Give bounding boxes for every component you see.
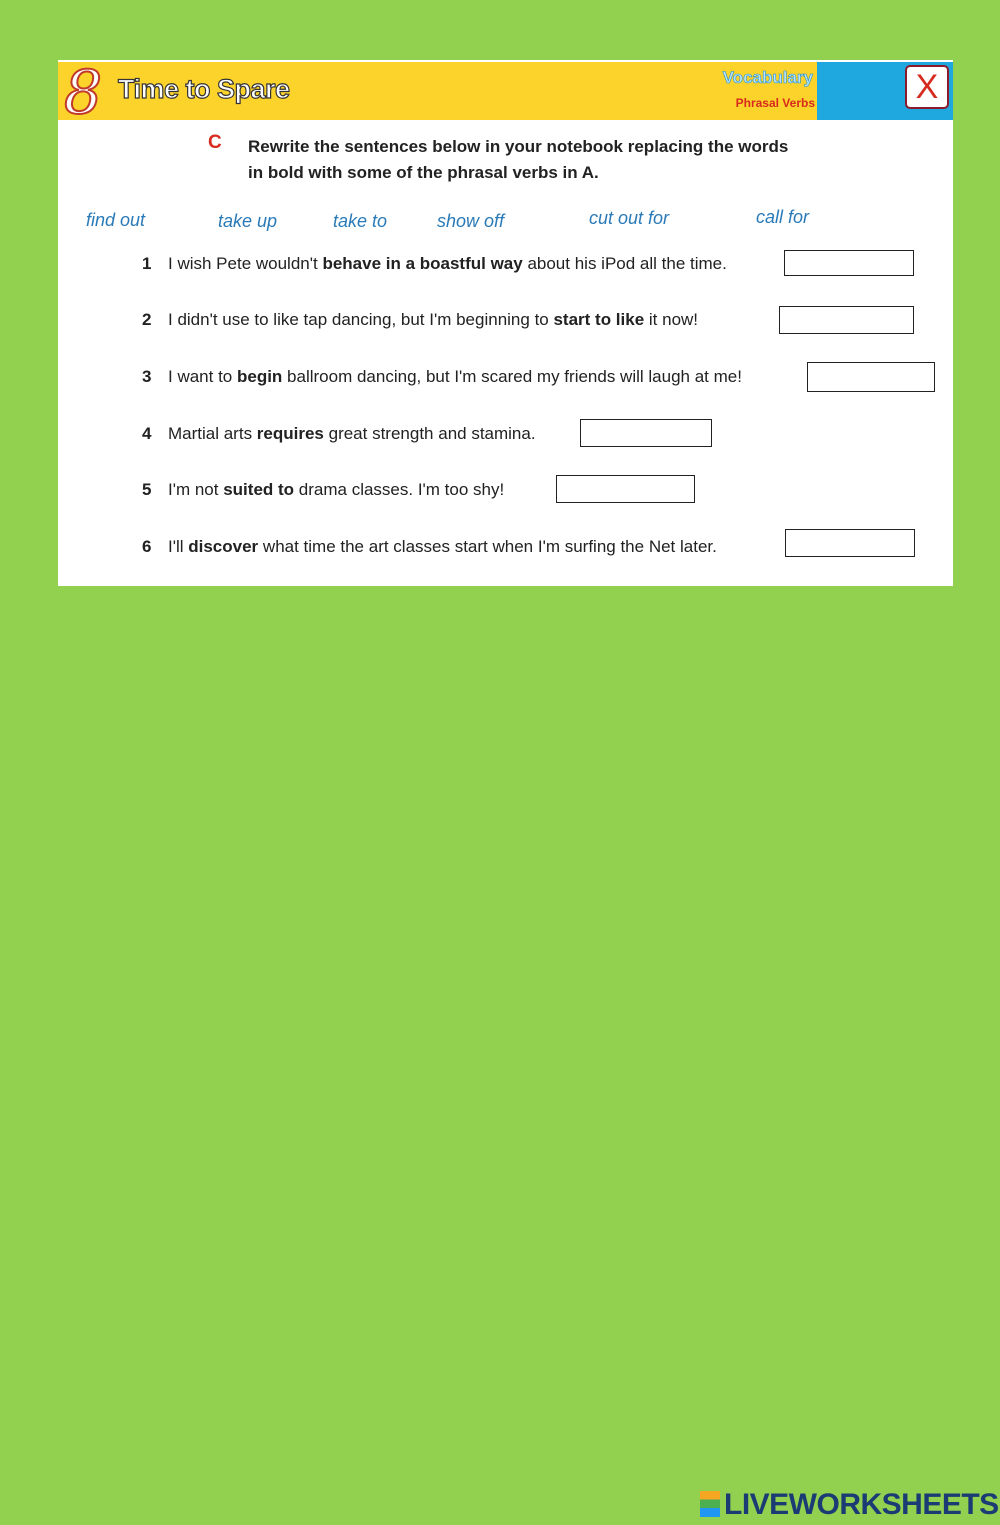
bold-phrase: behave in a boastful way: [322, 254, 523, 273]
sentence-text: I'll: [168, 537, 189, 556]
exercise-letter: C: [208, 132, 222, 153]
answer-input[interactable]: [779, 306, 914, 334]
sentence-text: ballroom dancing, but I'm scared my friends will laugh at me!: [282, 367, 742, 386]
sentence-text: it now!: [644, 310, 699, 329]
worksheet: [58, 60, 953, 586]
section-label: Vocabulary: [722, 68, 813, 87]
close-button[interactable]: X: [905, 65, 949, 109]
bold-phrase: suited to: [223, 480, 295, 499]
sentence-number: 3: [142, 367, 152, 386]
subsection-label: Phrasal Verbs: [735, 96, 815, 110]
answer-input[interactable]: [807, 362, 935, 392]
verb-option: find out: [86, 210, 146, 230]
verb-option: cut out for: [589, 208, 670, 228]
sentence-text: Martial arts: [168, 424, 257, 443]
verb-option: call for: [756, 207, 810, 227]
answer-input[interactable]: [785, 529, 915, 557]
answer-input[interactable]: [580, 419, 712, 447]
bold-phrase: begin: [236, 367, 283, 386]
bold-phrase: discover: [188, 537, 259, 556]
answer-input[interactable]: [784, 250, 914, 276]
sentence-row: [142, 424, 536, 444]
sentence-number: 2: [142, 310, 152, 329]
sentence-number: 1: [142, 254, 152, 273]
sentence-text: great strength and stamina.: [323, 424, 536, 443]
sentence-text: I wish Pete wouldn't: [168, 254, 323, 273]
verb-option: take to: [333, 211, 388, 231]
bold-phrase: start to like: [553, 310, 645, 329]
verb-option: show off: [437, 211, 505, 231]
bold-phrase: requires: [256, 424, 324, 443]
sentence-text: I didn't use to like tap dancing, but I'm beginning to: [168, 310, 554, 329]
instruction: Rewrite the sentences below in your notebook replacing the words in bold with some of the phrasal verbs in A.: [248, 137, 789, 182]
sentence-text: I want to: [168, 367, 237, 386]
unit-number: 8: [64, 58, 103, 128]
sentence-row: [142, 367, 742, 387]
logo-icon: [700, 1491, 720, 1517]
sentence-row: [142, 310, 698, 330]
sentence-text: what time the art classes start when I'm surfing the Net later.: [258, 537, 717, 556]
sentence-text: I'm not: [168, 480, 224, 499]
sentence-row: [142, 537, 717, 557]
sentence-row: [142, 480, 504, 500]
sentence-text: drama classes. I'm too shy!: [294, 480, 505, 499]
answer-input[interactable]: [556, 475, 695, 503]
sentence-number: 4: [142, 424, 152, 443]
liveworksheets-logo: [700, 1488, 999, 1522]
sentence-row: [142, 254, 727, 274]
unit-title: Time to Spare: [118, 74, 290, 104]
sentence-number: 5: [142, 480, 152, 499]
sentence-text: about his iPod all the time.: [522, 254, 727, 273]
logo-text: LIVEWORKSHEETS: [724, 1488, 999, 1521]
sentence-number: 6: [142, 537, 152, 556]
verb-option: take up: [218, 211, 278, 231]
